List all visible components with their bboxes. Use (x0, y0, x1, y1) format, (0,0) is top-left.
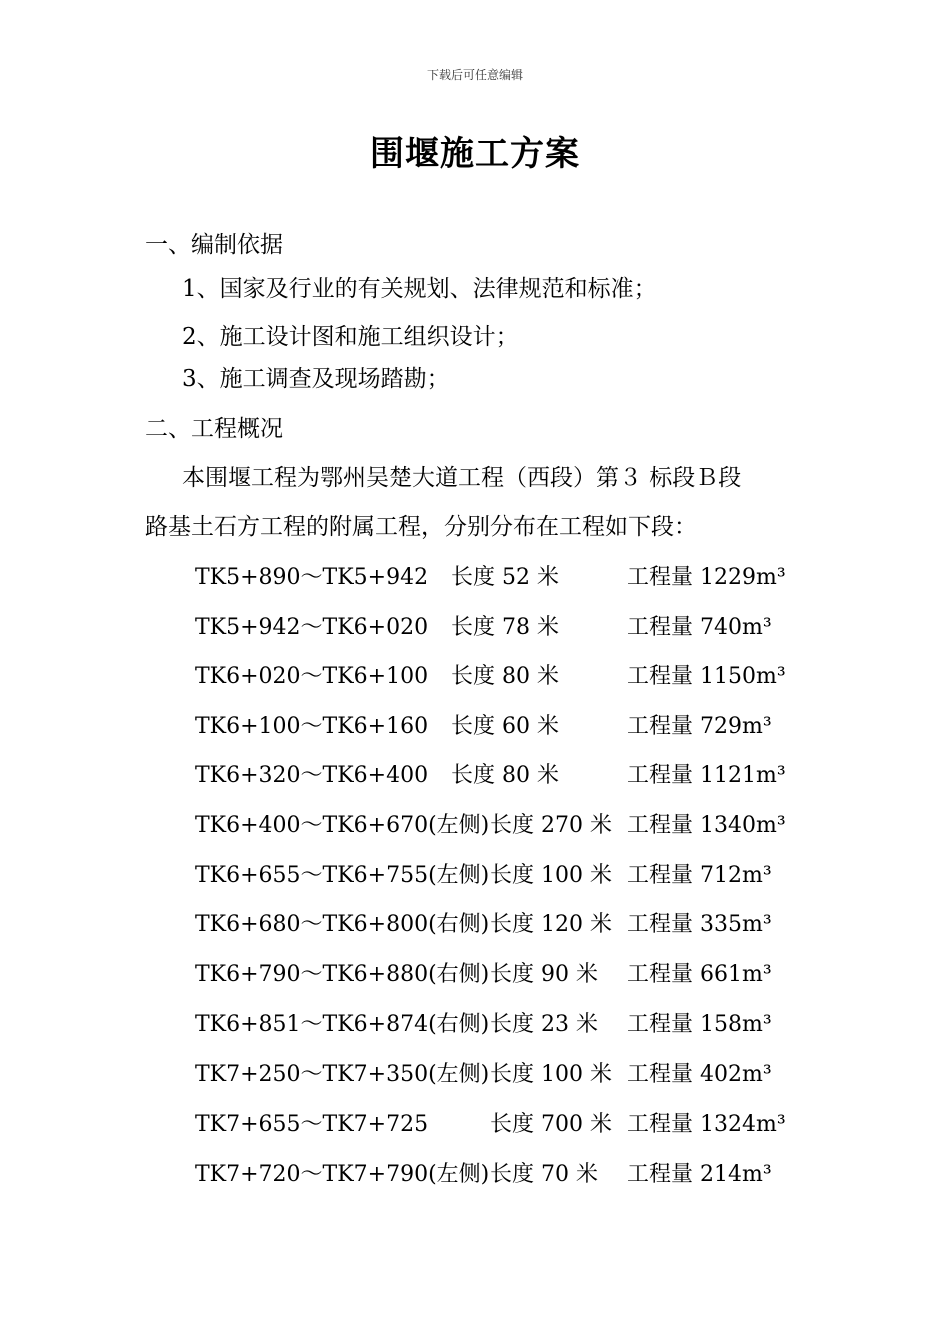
segment-length: 长度 100 米 (490, 1062, 612, 1087)
basis-item-2: 2、施工设计图和施工组织设计； (182, 324, 519, 350)
segment-range: TK6+680～TK6+800(右侧) (195, 912, 490, 937)
basis-item-3: 3、施工调查及现场踏勘； (182, 366, 450, 392)
segment-quantity: 工程量 1324m³ (627, 1112, 786, 1137)
watermark-text: 下载后可任意编辑 (426, 68, 523, 82)
segment-quantity: 工程量 1229m³ (627, 565, 786, 590)
overview-paragraph-line-2: 路基土石方工程的附属工程，分别分布在工程如下段： (145, 514, 697, 540)
segment-range: TK6+851～TK6+874(右侧) (195, 1012, 490, 1037)
segment-range: TK6+655～TK6+755(左侧) (195, 863, 490, 888)
segment-range: TK6+400～TK6+670(左侧) (195, 813, 490, 838)
segment-range: TK5+942～TK6+020 (195, 615, 429, 640)
segment-length: 长度 60 米 (451, 714, 559, 739)
segment-quantity: 工程量 158m³ (627, 1012, 772, 1037)
segment-length: 长度 270 米 (490, 813, 612, 838)
segment-length: 长度 52 米 (451, 565, 559, 590)
segment-range: TK7+250～TK7+350(左侧) (195, 1062, 490, 1087)
segment-range: TK6+790～TK6+880(右侧) (195, 962, 490, 987)
segment-quantity: 工程量 214m³ (627, 1162, 772, 1187)
segment-length: 长度 700 米 (490, 1112, 612, 1137)
segment-quantity: 工程量 1150m³ (627, 664, 786, 689)
overview-paragraph-line-1: 本围堰工程为鄂州吴楚大道工程（西段）第３ 标段Ｂ段 (182, 465, 742, 491)
segment-range: TK6+320～TK6+400 (195, 763, 429, 788)
segment-quantity: 工程量 1340m³ (627, 813, 786, 838)
segment-length: 长度 23 米 (490, 1012, 598, 1037)
segment-range: TK7+720～TK7+790(左侧) (195, 1162, 490, 1187)
document-title: 围堰施工方案 (370, 134, 580, 174)
basis-item-1: 1、国家及行业的有关规划、法律规范和标准； (182, 276, 657, 302)
segment-range: TK5+890～TK5+942 (195, 565, 429, 590)
section-heading-overview: 二、工程概况 (145, 416, 283, 442)
segment-quantity: 工程量 335m³ (627, 912, 772, 937)
segment-length: 长度 80 米 (451, 664, 559, 689)
segment-length: 长度 80 米 (451, 763, 559, 788)
segment-quantity: 工程量 729m³ (627, 714, 772, 739)
segment-quantity: 工程量 1121m³ (627, 763, 786, 788)
segment-length: 长度 70 米 (490, 1162, 598, 1187)
segment-range: TK7+655～TK7+725 (195, 1112, 429, 1137)
segment-length: 长度 90 米 (490, 962, 598, 987)
segment-range: TK6+020～TK6+100 (195, 664, 429, 689)
segment-length: 长度 100 米 (490, 863, 612, 888)
section-heading-basis: 一、编制依据 (145, 232, 283, 258)
segment-quantity: 工程量 740m³ (627, 615, 772, 640)
segment-range: TK6+100～TK6+160 (195, 714, 429, 739)
segment-quantity: 工程量 712m³ (627, 863, 772, 888)
segment-quantity: 工程量 661m³ (627, 962, 772, 987)
segment-length: 长度 120 米 (490, 912, 612, 937)
segment-length: 长度 78 米 (451, 615, 559, 640)
segment-quantity: 工程量 402m³ (627, 1062, 772, 1087)
